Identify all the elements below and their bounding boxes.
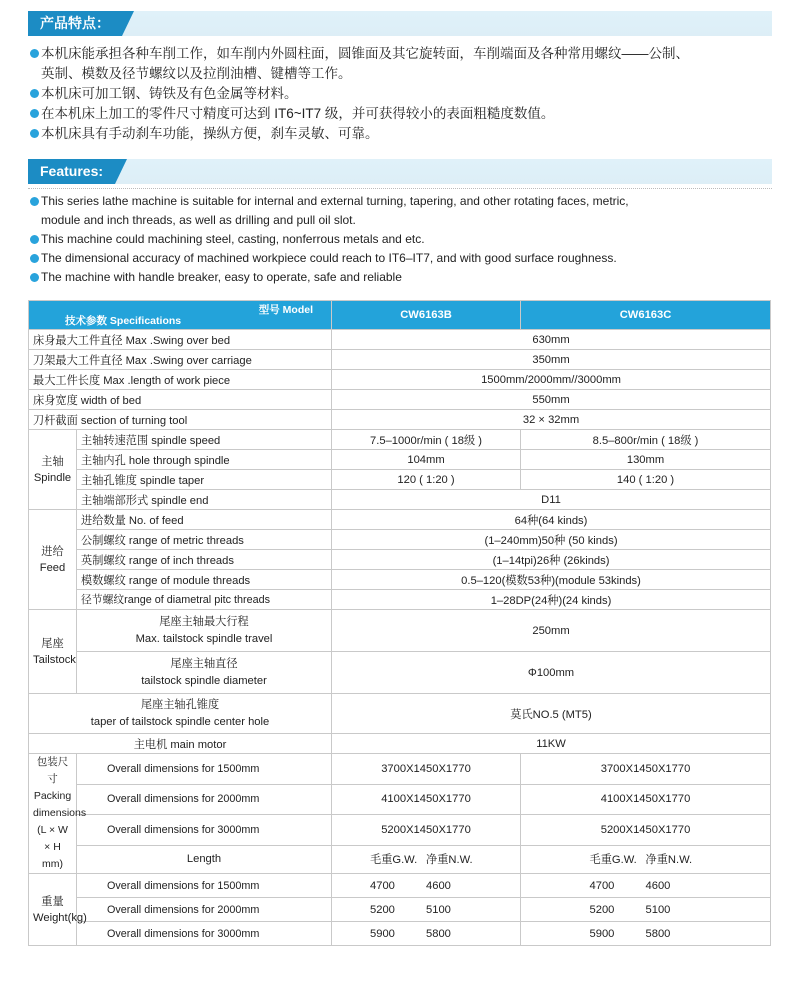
list-item: 本机床具有手动刹车功能，操纵方便，刹车灵敏、可靠。 [30,124,689,144]
list-item: The dimensional accuracy of machined workpiece could reach to IT6–IT7, and with good surface roughness. [30,249,629,268]
table-row: 主轴端部形式 spindle end D11 [29,490,771,510]
table-row: 模数螺纹 range of module threads 0.5–120(模数53种)(module 53kinds) [29,570,771,590]
table-row: 进给 Feed 进给数量 No. of feed 64种(64 kinds) [29,510,771,530]
spec-header-cell: 型号 Model 技术参数 Specifications [29,301,332,330]
table-row: Overall dimensions for 3000mm 5900 5800 5900 5800 [29,922,771,946]
table-row: 包装尺寸 Packing dimensions (L × W × H mm) Overall dimensions for 1500mm 3700X1450X1770 3700X1450X1770 [29,754,771,785]
list-item: This machine could machining steel, casting, nonferrous metals and etc. [30,230,629,249]
bullet-icon [30,89,39,98]
bullet-icon [30,273,39,282]
list-item: This series lathe machine is suitable for internal and external turning, tapering, and other rotating faces, metric, [30,192,629,211]
table-row: 重量 Weight(kg) Overall dimensions for 1500mm 4700 4600 4700 4600 [29,874,771,898]
table-row: Overall dimensions for 2000mm 5200 5100 5200 5100 [29,898,771,922]
model-col-c: CW6163C [521,301,771,330]
list-item: The machine with handle breaker, easy to operate, safe and reliable [30,268,629,287]
table-row: Length 毛重G.W. 净重N.W. 毛重G.W. 净重N.W. [29,845,771,873]
en-feature-list [30,192,629,287]
bullet-icon [30,235,39,244]
list-item: module and inch threads, as well as drilling and pull oil slot. [41,213,356,227]
table-row: 英制螺纹 range of inch threads (1–14tpi)26种 (26kinds) [29,550,771,570]
cn-feature-list [30,44,689,144]
table-header-row [29,301,771,330]
bullet-icon [30,129,39,138]
table-row: Overall dimensions for 3000mm 5200X1450X1770 5200X1450X1770 [29,815,771,846]
cn-section-title: 产品特点： [28,11,122,36]
en-section-title: Features: [28,159,115,184]
feed-group-label: 进给 Feed [29,510,77,610]
table-row: 床身宽度 width of bed 550mm [29,390,771,410]
bullet-icon [30,254,39,263]
table-row: 主轴内孔 hole through spindle 104mm 130mm [29,450,771,470]
weight-group-label: 重量 Weight(kg) [29,874,77,946]
table-row: 尾座主轴孔锥度 taper of tailstock spindle center hole 莫氏NO.5 (MT5) [29,694,771,734]
bullet-icon [30,109,39,118]
model-col-b: CW6163B [332,301,521,330]
table-row: 尾座主轴直径 tailstock spindle diameter Φ100mm [29,652,771,694]
packing-group-label: 包装尺寸 Packing dimensions (L × W × H mm) [29,754,77,874]
table-row: 尾座 Tailstock 尾座主轴最大行程 Max. tailstock spindle travel 250mm [29,610,771,652]
table-row: 刀杆截面 section of turning tool 32 × 32mm [29,410,771,430]
tailstock-group-label: 尾座 Tailstock [29,610,77,694]
table-row: 主轴孔锥度 spindle taper 120 ( 1:20 ) 140 ( 1:20 ) [29,470,771,490]
spec-table [28,300,771,946]
table-row: 刀架最大工件直径 Max .Swing over carriage 350mm [29,350,771,370]
table-row: Overall dimensions for 2000mm 4100X1450X1770 4100X1450X1770 [29,784,771,815]
table-row: 径节螺纹range of diametral pitc threads 1–28DP(24种)(24 kinds) [29,590,771,610]
bullet-icon [30,197,39,206]
table-row: 主轴 Spindle 主轴转速范围 spindle speed 7.5–1000r/min ( 18级 ) 8.5–800r/min ( 18级 ) [29,430,771,450]
spindle-group-label: 主轴 Spindle [29,430,77,510]
table-row: 床身最大工件直径 Max .Swing over bed 630mm [29,330,771,350]
table-row: 公制螺纹 range of metric threads (1–240mm)50种 (50 kinds) [29,530,771,550]
list-item: 英制、模数及径节螺纹以及拉削油槽、键槽等工作。 [41,66,352,81]
bullet-icon [30,49,39,58]
divider [28,188,772,189]
list-item: 在本机床上加工的零件尺寸精度可达到 IT6~IT7 级，并可获得较小的表面粗糙度数值。 [30,104,689,124]
en-header-band [28,159,772,184]
list-item: 本机床可加工钢、铸铁及有色金属等材料。 [30,84,689,104]
cn-header-band [28,11,772,36]
table-row: 最大工件长度 Max .length of work piece 1500mm/2000mm//3000mm [29,370,771,390]
list-item: 本机床能承担各种车削工作，如车削内外圆柱面，圆锥面及其它旋转面，车削端面及各种常用螺纹——公制、 [30,44,689,64]
table-row: 主电机 main motor 11KW [29,734,771,754]
